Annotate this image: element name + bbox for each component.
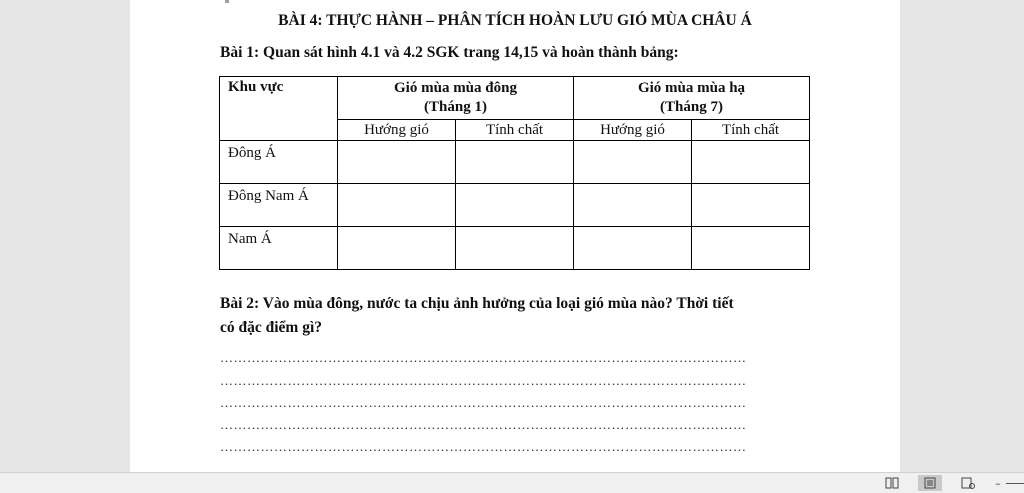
exercise-1-prompt: Bài 1: Quan sát hình 4.1 và 4.2 SGK trang 14,15 và hoàn thành bảng: (220, 44, 679, 61)
read-mode-icon[interactable] (880, 475, 904, 491)
region-header-cell (220, 77, 338, 141)
answer-line[interactable]: ……………………………………………………………………………………………………… (220, 439, 747, 454)
wind-table (219, 76, 810, 270)
answer-line[interactable]: ……………………………………………………………………………………………………… (220, 350, 747, 365)
answer-line[interactable]: ……………………………………………………………………………………………………… (220, 373, 747, 388)
table-cell[interactable] (338, 227, 456, 270)
print-layout-icon[interactable] (918, 475, 942, 491)
document-page[interactable] (130, 0, 900, 472)
table-cell[interactable] (692, 141, 810, 184)
exercise-2-line-1: Bài 2: Vào mùa đông, nước ta chịu ảnh hưởng của loại gió mùa nào? Thời tiết (220, 295, 734, 312)
summer-header-month: (Tháng 7) (660, 99, 723, 115)
zoom-out-icon[interactable]: – (995, 476, 1001, 490)
table-cell[interactable] (456, 141, 574, 184)
region-header: Khu vực (228, 79, 284, 95)
winter-header-cell (338, 77, 574, 120)
table-cell[interactable] (574, 227, 692, 270)
table-cell[interactable] (574, 184, 692, 227)
sub-header-summer-direction: Hướng gió (574, 120, 692, 141)
row-label-dong-a: Đông Á (220, 141, 338, 184)
row-label-dong-nam-a: Đông Nam Á (220, 184, 338, 227)
zoom-slider[interactable] (1006, 483, 1024, 484)
table-cell[interactable] (456, 184, 574, 227)
table-cell[interactable] (338, 184, 456, 227)
table-cell[interactable] (456, 227, 574, 270)
exercise-2-prompt (220, 292, 820, 340)
winter-header-month: (Tháng 1) (424, 99, 487, 115)
summer-header-cell (574, 77, 810, 120)
sub-header-winter-property: Tính chất (456, 120, 574, 141)
table-cell[interactable] (692, 184, 810, 227)
status-bar (0, 472, 1024, 493)
answer-line[interactable]: ……………………………………………………………………………………………………… (220, 417, 747, 432)
sub-header-summer-property: Tính chất (692, 120, 810, 141)
table-cell[interactable] (338, 141, 456, 184)
web-layout-icon[interactable] (956, 475, 980, 491)
row-label-nam-a: Nam Á (220, 227, 338, 270)
exercise-2-line-2: có đặc điểm gì? (220, 319, 323, 336)
answer-line[interactable]: ……………………………………………………………………………………………………… (220, 395, 747, 410)
table-cell[interactable] (574, 141, 692, 184)
document-title: BÀI 4: THỰC HÀNH – PHÂN TÍCH HOÀN LƯU GIÓ MÙA CHÂU Á (278, 12, 752, 29)
table-cell[interactable] (692, 227, 810, 270)
ruler-marker (225, 0, 229, 3)
summer-header-title: Gió mùa mùa hạ (637, 80, 746, 96)
winter-header-title: Gió mùa mùa đông (394, 80, 517, 96)
sub-header-winter-direction: Hướng gió (338, 120, 456, 141)
